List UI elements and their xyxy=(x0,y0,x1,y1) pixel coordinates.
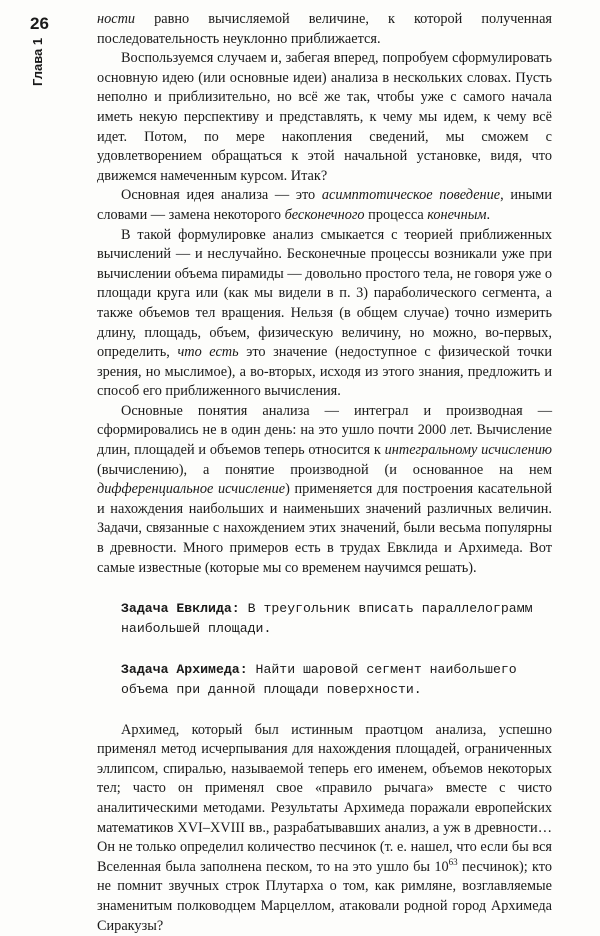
text-fragment: равно вычисляемой величине, к которой полученная последовательность неуклонно приближается. xyxy=(97,11,552,47)
paragraph-archimedes xyxy=(97,721,552,936)
paragraph-main-idea-intro: Воспользуемся случаем и, забегая вперед, попробуем сформулировать основную идею (или основные идеи) анализа в нескольких словах. Пусть неполно и приблизительно, но всё же так, чтобы уже с самого начала иметь некую перспективу и представлять, к чему мы идем, к чему всё идет. Потом, по мере накопления сведений, мы сможем с удовлетворением обращаться к этой начальной установке, видя, что движемся намеченным курсом. Итак? xyxy=(97,50,552,184)
text-fragment: ) применяется для построения касательной и нахождения наибольших и наименьших значений различных величин. Задачи, связанные с нахождением этих значений, были весьма популярны в древности. Много примеров есть в трудах Евклида и Архимеда. Вот самые известные (которые мы со временем научимся решать). xyxy=(97,481,552,576)
text-fragment: это значение (недоступное с физической точки зрения, но мыслимое), а во-вторых, исходя из этого знания, предложить и способ его приближенного вычисления. xyxy=(97,344,552,400)
text-fragment: (вычислению), а понятие производной (и основанное на нем xyxy=(97,461,552,478)
exponent: 63 xyxy=(448,856,458,867)
task-archimedes xyxy=(121,660,552,699)
task-label: Задача Архимеда: xyxy=(121,662,248,678)
italic-term: бесконечного xyxy=(284,206,365,223)
paragraph-approximation xyxy=(97,226,552,402)
task-euclid xyxy=(121,599,552,638)
text-fragment: песчинок); кто не помнит звучных строк Плутарха о том, как римляне, возглавляемые знаменитым полководцем Марцеллом, атаковали родной город Архимеда Сиракузы? xyxy=(97,858,552,934)
text-fragment: Основная идея анализа — это xyxy=(121,187,322,204)
italic-term: конечным xyxy=(427,206,487,223)
text-fragment: . xyxy=(486,206,491,223)
italic-term: асимптотическое поведение xyxy=(321,187,501,204)
paragraph-continuation xyxy=(97,10,552,49)
paragraph-main-idea xyxy=(97,186,552,225)
text-fragment: , иными словами — замена некоторого xyxy=(97,187,552,223)
italic-term: что есть xyxy=(177,344,239,361)
task-text: В треугольник вписать параллелограмм наибольшей площади. xyxy=(121,601,533,636)
task-text: Найти шаровой сегмент наибольшего объема при данной площади поверхности. xyxy=(121,662,517,697)
text-fragment: Основные понятия анализа — интеграл и производная — сформировались не в один день: на это ушло почти 2000 лет. Вычисление длин, площадей и объемов теперь относится к xyxy=(97,402,552,459)
italic-term: интегральному исчислению xyxy=(384,442,552,459)
text-fragment: В такой формулировке анализ смыкается с теорией приближенных вычислений — и неслучайно. Бесконечные процессы возникали уже при вычислении объема пирамиды — довольно простого тела, не говоря уже о площади круга или (как мы видели в п. 3) параболического сегмента, а также объемов тел вращения. Нельзя (в общем случае) точно измерить длину, площадь, объем, физическую величину, но можно, во-первых, определить, xyxy=(97,226,552,361)
page-number: 26 xyxy=(30,14,49,33)
italic-term: дифференциальное исчисление xyxy=(97,481,286,498)
task-label: Задача Евклида: xyxy=(121,601,240,617)
chapter-label: Глава 1 xyxy=(30,37,45,86)
text-fragment: Архимед, который был истинным праотцом анализа, успешно применял метод исчерпывания для нахождения площадей, ограниченных эллипсом, спиралью, называемой теперь его именем, объемов некоторых тел; часто он применял свое «правило рычага» вместе с чисто аналитическими методами. Результаты Архимеда поражали европейских математиков XVI–XVIII вв., разрабатывавших анализ, а уж в древности… Он не только определил количество песчинок (т. е. нашел, что если бы вся Вселенная была заполнена песком, то на это ушло бы 10 xyxy=(97,721,552,875)
paragraph-basic-concepts xyxy=(97,402,552,578)
text-fragment: процесса xyxy=(364,206,428,223)
page-text xyxy=(97,10,552,936)
italic-fragment: ности xyxy=(97,11,136,27)
